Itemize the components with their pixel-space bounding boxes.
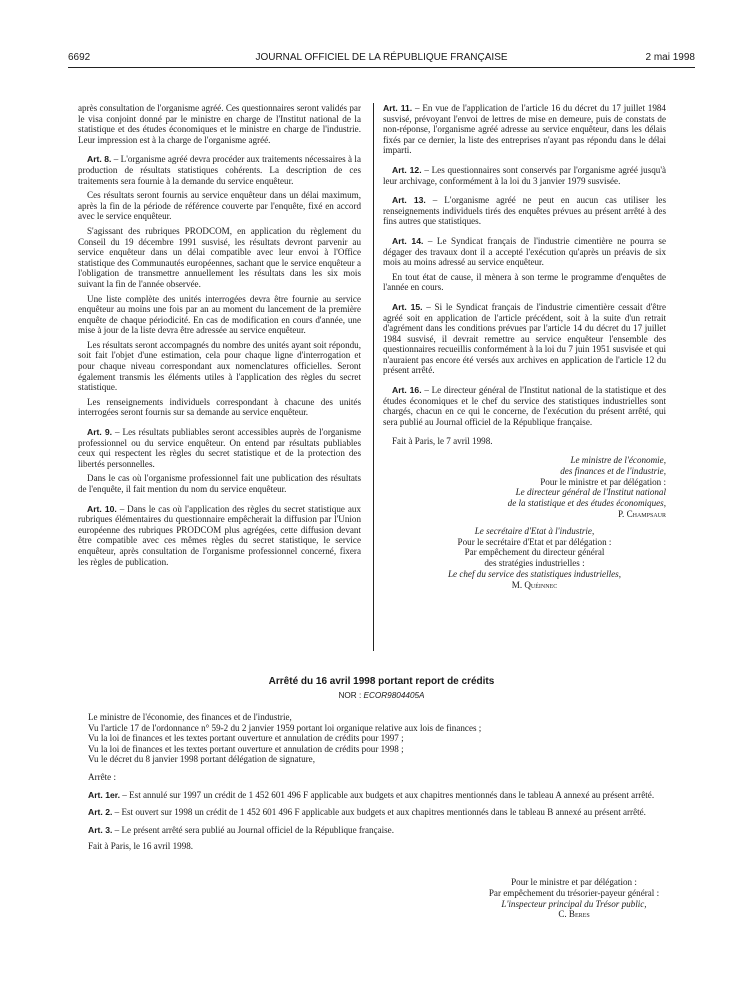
visa-line: Vu l'article 17 de l'ordonnance n° 59-2 du 2 janvier 1959 portant loi organique relative aux lois de finances ;	[88, 722, 482, 733]
arrete-article-3	[78, 825, 688, 836]
column-divider	[373, 103, 374, 651]
visa-line: Vu la loi de finances et les textes portant ouverture et annulation de crédits pour 1998 ;	[88, 743, 404, 754]
arrete-title: Arrêté du 16 avril 1998 portant report de crédits	[268, 676, 495, 687]
article-text: – L'organisme agréé ne peut en aucun cas utiliser les renseignements individuels tirés des enquêtes prévues au présent arrêté à des fins autres que statistiques.	[383, 195, 666, 227]
article-16	[383, 385, 666, 427]
signatory-title: Le ministre de l'économie,	[570, 455, 666, 466]
done-at: Fait à Paris, le 7 avril 1998.	[392, 436, 493, 447]
article-text: – Les questionnaires sont conservés par l'organisme agréé jusqu'à leur archivage, conformément à la loi du 3 janvier 1979 susvisée.	[383, 164, 666, 186]
article-text: – L'organisme agréé devra procéder aux traitements nécessaires à la production de résultats statistiques cohérents. La description de ces traitements sera fournie à la demande du service enquêteur.	[78, 154, 361, 186]
article-text: – Est annulé sur 1997 un crédit de 1 452 601 496 F applicable aux budgets et aux chapitres mentionnés dans le tableau A annexé au présent arrêté.	[120, 789, 655, 800]
issue-date: 2 mai 1998	[645, 52, 695, 63]
arrete-body	[78, 712, 688, 852]
signatory-function: de la statistique et des études économiques,	[507, 498, 666, 509]
article-text: – Les résultats publiables seront accessibles auprès de l'organisme professionnel ou du service enquêteur. On entend par résultats publiables ceux qui respectent les règles du secret statistique et de la protection des libertés personnelles.	[78, 427, 362, 469]
article-label: Art. 11.	[383, 103, 413, 113]
signatory-title: Le secrétaire d'Etat à l'industrie,	[474, 525, 595, 536]
paragraph: Les résultats seront accompagnés du nombre des unités ayant soit répondu, soit fait l'objet d'une estimation, cela pour chaque ligne d'interrogation et pour chaque niveau correspondant aux nomenclatures officielles. Seront également transmis les éléments utiles à l'application des règles du secret statistique.	[78, 339, 361, 393]
visa-line: Vu la loi de finances et les textes portant ouverture et annulation de crédits pour 1997 ;	[88, 733, 404, 744]
paragraph: Une liste complète des unités interrogées devra être fournie au service enquêteur au moins une fois par an au moment du lancement de la première enquête de chaque périodicité. En cas de modification en cours d'année, une mise à jour de la liste devra être adressée au service enquêteur.	[78, 293, 361, 336]
article-text: – Si le Syndicat français de l'industrie cimentière cessait d'être agréé soit en application de l'article précédent, soit à la suite d'un retrait d'agrément dans les conditions prévues par l'article 14 du décret du 17 juillet 1984 susvisé, il devrait remettre au service enquêteur l'ensemble des questionnaires recueillis conformément à la loi du 7 juin 1951 susvisée et qui n'auraient pas encore été versés aux archives en application de l'article 12 du présent arrêté.	[383, 301, 666, 376]
signature-block-minister	[383, 455, 666, 520]
signature-block-treasury	[460, 877, 688, 920]
article-text: – En vue de l'application de l'article 16 du décret du 17 juillet 1984 susvisé, prévoyant l'envoi de lettres de mise en demeure, puis de constats de non-réponse, l'organisme agréé adresse au service enquêteur, dans les délais fixés par ce dernier, la liste des entreprises n'ayant pas répondu dans le délai imparti.	[383, 103, 666, 156]
arrete-article-1	[78, 790, 688, 801]
done-at: Fait à Paris, le 16 avril 1998.	[88, 841, 194, 852]
article-8	[78, 154, 361, 186]
page-header	[68, 52, 695, 66]
paragraph: Ces résultats seront fournis au service enquêteur dans un délai maximum, après la fin de la période de référence couverte par l'enquête, fixé en accord avec le service enquêteur.	[78, 190, 361, 222]
header-rule	[68, 67, 695, 68]
article-label: Art. 14.	[392, 235, 424, 246]
article-label: Art. 3.	[88, 824, 113, 835]
arrete-word: Arrête :	[88, 771, 117, 782]
article-12	[383, 165, 666, 186]
article-text: – Le directeur général de l'Institut national de la statistique et des études économiques et le chef du service des statistiques industrielles sont chargés, chacun en ce qui le concerne, de l'exécution du présent arrêté, qui sera publié au Journal officiel de la République française.	[383, 385, 666, 427]
paragraph: Les renseignements individuels correspondant à chacune des unités interrogées seront fournis sur sa demande au service enquêteur.	[78, 396, 361, 418]
visa-line: Vu le décret du 8 janvier 1998 portant délégation de signature,	[88, 754, 315, 765]
signatory-function: Le directeur général de l'Institut national	[515, 487, 666, 498]
article-label: Art. 15.	[392, 301, 423, 312]
paragraph: après consultation de l'organisme agréé. Ces questionnaires seront validés par le visa conjoint donné par le ministre en charge de l'Institut national de la statistique et des études économiques et le ministre en charge de l'industrie. Leur impression est à la charge de l'organisme agréé.	[78, 103, 361, 145]
paragraph: S'agissant des rubriques PRODCOM, en application du règlement du Conseil du 19 décembre 1991 susvisé, les résultats devront parvenir au service enquêteur dans un délai compatible avec leur envoi à l'Office statistique des Communautés européennes, sachant que le service enquêteur a l'obligation de transmettre annuellement les résultats dans les six mois suivant la fin de l'année observée.	[78, 225, 361, 289]
article-14	[383, 236, 666, 268]
article-label: Art. 10.	[87, 503, 117, 514]
article-label: Art. 12.	[392, 164, 422, 175]
delegation-line: des stratégies industrielles :	[484, 558, 585, 569]
article-label: Art. 2.	[88, 807, 113, 818]
article-label: Art. 8.	[87, 154, 112, 165]
paragraph: En tout état de cause, il mènera à son terme le programme d'enquêtes de l'année en cours.	[383, 271, 666, 293]
right-column	[383, 103, 666, 591]
journal-title: JOURNAL OFFICIEL DE LA RÉPUBLIQUE FRANÇAISE	[255, 52, 508, 63]
nor-code: ECOR9804405A	[363, 691, 425, 700]
article-label: Art. 16.	[392, 385, 422, 396]
signatory-name: M. Quéinnec	[511, 579, 558, 590]
article-13	[383, 195, 666, 227]
article-text: – Est ouvert sur 1998 un crédit de 1 452 601 496 F applicable aux budgets et aux chapitres mentionnés dans le tableau B annexé au présent arrêté.	[112, 807, 646, 818]
article-15	[383, 302, 666, 376]
delegation-line: Pour le secrétaire d'Etat et par délégation :	[457, 536, 612, 547]
signatory-function: L'inspecteur principal du Trésor public,	[501, 898, 647, 909]
delegation-line: Par empêchement du directeur général	[464, 547, 605, 558]
paragraph: Dans le cas où l'organisme professionnel fait une publication des résultats de l'enquête, il fait mention du nom du service enquêteur.	[78, 473, 361, 494]
signature-block-secretary	[383, 526, 666, 591]
visa-line: Le ministre de l'économie, des finances et de l'industrie,	[88, 712, 292, 722]
article-text: – Le Syndicat français de l'industrie cimentière ne pourra se dégager des travaux dont il a accepté l'exécution qu'après un préavis de six mois au moins adressé au service enquêteur.	[383, 235, 667, 268]
article-9	[78, 427, 361, 469]
signatory-name: P. Champsaur	[617, 509, 666, 520]
article-text: – Dans le cas où l'application des règles du secret statistique aux rubriques élémentaires du questionnaire empêcherait la diffusion par l'Union européenne des rubriques PRODCOM plus agrégées, cette diffusion devant être compatible avec ces mêmes règles du secret statistique, le service enquêteur, après consultation de l'organisme professionnel concerné, fixera les règles de publication.	[78, 503, 361, 567]
article-11	[383, 103, 666, 156]
page-number: 6692	[68, 52, 91, 63]
left-column	[78, 103, 361, 571]
delegation-line: Pour le ministre et par délégation :	[540, 476, 666, 487]
article-10	[78, 504, 361, 568]
article-label: Art. 13.	[392, 195, 426, 206]
article-label: Art. 9.	[87, 427, 113, 438]
article-label: Art. 1er.	[88, 789, 121, 800]
signatory-name: C. Beres	[558, 909, 590, 920]
arrete-article-2	[78, 807, 688, 818]
nor-reference	[68, 691, 695, 700]
nor-label: NOR :	[338, 691, 364, 700]
signatory-title: des finances et de l'industrie,	[560, 465, 666, 476]
article-text: – Le présent arrêté sera publié au Journal officiel de la République française.	[112, 824, 394, 835]
delegation-line: Pour le ministre et par délégation :	[511, 877, 637, 887]
delegation-line: Par empêchement du trésorier-payeur général :	[488, 887, 660, 898]
signatory-function: Le chef du service des statistiques industrielles,	[447, 569, 621, 579]
